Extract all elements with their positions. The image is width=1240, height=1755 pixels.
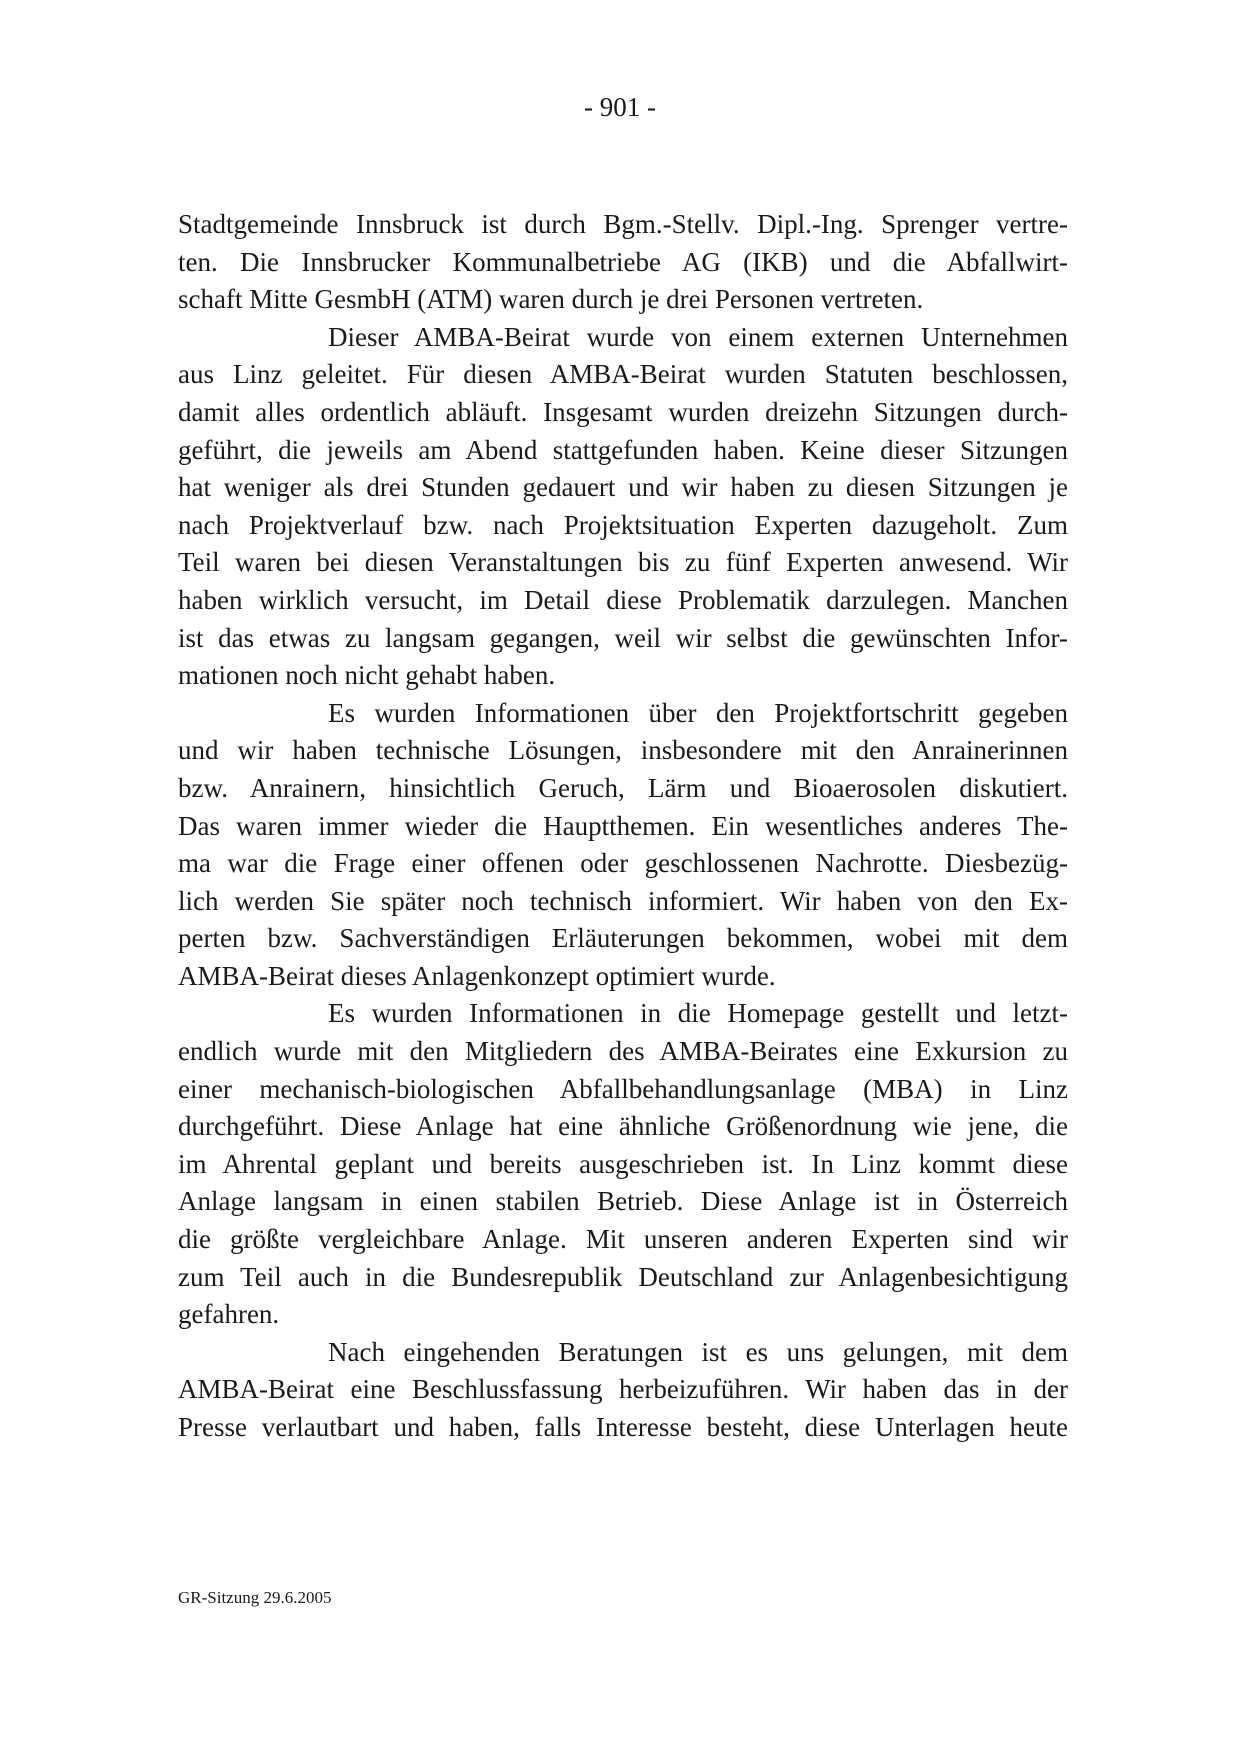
text-line: gefahren.	[178, 1299, 280, 1330]
text-line: im Ahrental geplant und bereits ausgeschrieben ist. In Linz kommt diese	[178, 1148, 1068, 1179]
text-line: schaft Mitte GesmbH (ATM) waren durch je drei Personen vertreten.	[178, 284, 924, 315]
text-line: Es wurden Informationen in die Homepage gestellt und letzt-	[328, 998, 1068, 1029]
text-line: Anlage langsam in einen stabilen Betrieb. Diese Anlage ist in Österreich	[178, 1186, 1068, 1217]
text-line: Teil waren bei diesen Veranstaltungen bis zu fünf Experten anwesend. Wir	[178, 547, 1068, 578]
text-line: damit alles ordentlich abläuft. Insgesamt wurden dreizehn Sitzungen durch-	[178, 396, 1068, 427]
page-number: - 901 -	[584, 92, 656, 122]
text-line: Dieser AMBA-Beirat wurde von einem externen Unternehmen	[328, 321, 1068, 352]
text-line: einer mechanisch-biologischen Abfallbehandlungsanlage (MBA) in Linz	[178, 1073, 1068, 1104]
text-line: und wir haben technische Lösungen, insbesondere mit den Anrainerinnen	[178, 735, 1068, 766]
text-line: nach Projektverlauf bzw. nach Projektsituation Experten dazugeholt. Zum	[178, 509, 1068, 540]
text-line: Presse verlautbart und haben, falls Interesse besteht, diese Unterlagen heute	[178, 1412, 1068, 1442]
text-line: ten. Die Innsbrucker Kommunalbetriebe AG (IKB) und die Abfallwirt-	[178, 246, 1068, 277]
text-line: Nach eingehenden Beratungen ist es uns gelungen, mit dem	[328, 1336, 1068, 1367]
text-line: endlich wurde mit den Mitgliedern des AMBA-Beirates eine Exkursion zu	[178, 1036, 1068, 1067]
document-footer: GR-Sitzung 29.6.2005	[178, 1588, 332, 1607]
text-line: AMBA-Beirat dieses Anlagenkonzept optimiert wurde.	[178, 960, 776, 991]
text-line: zum Teil auch in die Bundesrepublik Deutschland zur Anlagenbesichtigung	[178, 1261, 1068, 1292]
text-line: Das waren immer wieder die Hauptthemen. Ein wesentliches anderes The-	[178, 810, 1068, 841]
text-line: lich werden Sie später noch technisch informiert. Wir haben von den Ex-	[178, 885, 1068, 916]
text-line: hat weniger als drei Stunden gedauert und wir haben zu diesen Sitzungen je	[178, 472, 1068, 503]
text-line: mationen noch nicht gehabt haben.	[178, 660, 556, 691]
text-line: geführt, die jeweils am Abend stattgefunden haben. Keine dieser Sitzungen	[178, 434, 1068, 465]
text-line: Es wurden Informationen über den Projektfortschritt gegeben	[328, 697, 1068, 728]
body-text	[178, 206, 1068, 1447]
text-line: ma war die Frage einer offenen oder geschlossenen Nachrotte. Diesbezüg-	[178, 848, 1068, 879]
text-line: haben wirklich versucht, im Detail diese Problematik darzulegen. Manchen	[178, 584, 1068, 615]
text-line: aus Linz geleitet. Für diesen AMBA-Beirat wurden Statuten beschlossen,	[178, 359, 1068, 390]
text-line: bzw. Anrainern, hinsichtlich Geruch, Lärm und Bioaerosolen diskutiert.	[178, 772, 1068, 803]
text-line: durchgeführt. Diese Anlage hat eine ähnliche Größenordnung wie jene, die	[178, 1111, 1068, 1142]
text-line: Stadtgemeinde Innsbruck ist durch Bgm.-Stellv. Dipl.-Ing. Sprenger vertre-	[178, 209, 1068, 239]
text-line: AMBA-Beirat eine Beschlussfassung herbeizuführen. Wir haben das in der	[178, 1374, 1068, 1405]
text-line: die größte vergleichbare Anlage. Mit unseren anderen Experten sind wir	[178, 1224, 1068, 1255]
text-line: ist das etwas zu langsam gegangen, weil wir selbst die gewünschten Infor-	[178, 622, 1068, 653]
text-line: perten bzw. Sachverständigen Erläuterungen bekommen, wobei mit dem	[178, 923, 1068, 954]
